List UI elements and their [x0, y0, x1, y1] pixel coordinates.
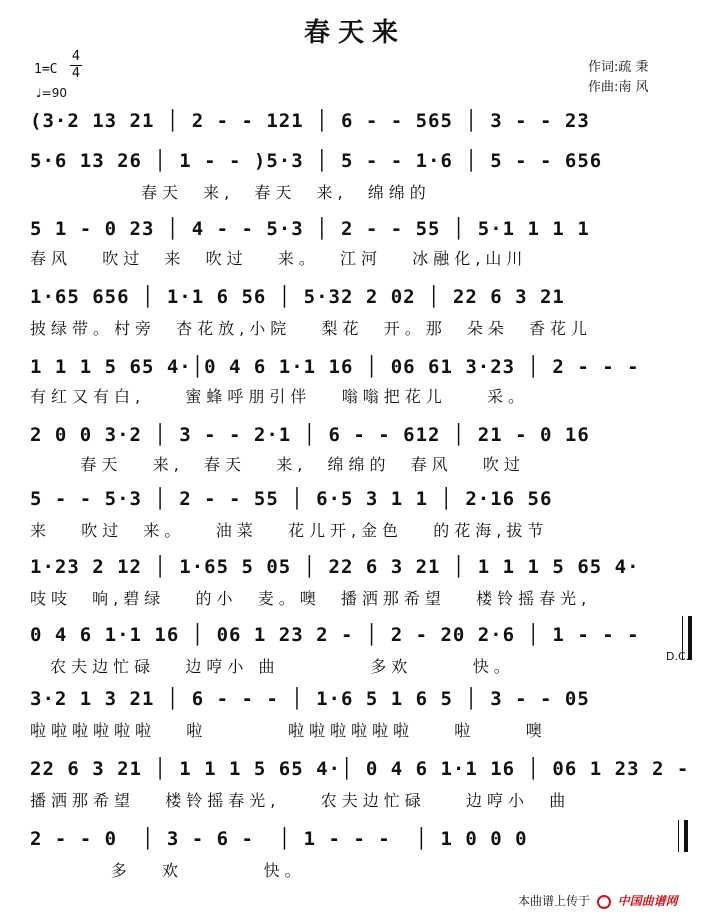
notation-line-7: 5 - - 5·3 │ 2 - - 55 │ 6·5 3 1 1 │ 2·16 56 — [30, 488, 553, 510]
notation-line-5: 1 1 1 5 65 4·│0 4 6 1·1 16 │ 06 61 3·23 │ 2 - - - — [30, 356, 640, 378]
lyrics-line-7: 来 吹过 来。 油菜 花儿开,金色 的花海,拔节 — [30, 521, 549, 540]
lyrics-line-10: 啦啦啦啦啦啦 啦 啦啦啦啦啦啦 啦 噢 — [30, 721, 547, 740]
composer-credit: 作曲:南 风 — [588, 80, 649, 95]
notation-line-2: 5·6 13 26 │ 1 - - )5·3 │ 5 - - 1·6 │ 5 - - 656 — [30, 150, 603, 172]
lyrics-line-11: 播洒那希望 楼铃摇春光, 农夫边忙碌 边哼小 曲 — [30, 791, 571, 810]
lyricist-credit: 作词:疏 秉 — [588, 60, 649, 75]
key-signature: 1=C — [34, 62, 58, 77]
lyrics-line-8: 吱吱 响,碧绿 的小 麦。噢 播洒那希望 楼铃摇春光, — [30, 589, 592, 608]
notation-line-9: 0 4 6 1·1 16 │ 06 1 23 2 - │ 2 - 20 2·6 │ 1 - - - — [30, 624, 640, 646]
time-signature-bottom: 4 — [71, 66, 81, 81]
notation-line-10: 3·2 1 3 21 │ 6 - - - │ 1·6 5 1 6 5 │ 3 - - 05 — [30, 688, 590, 710]
lyrics-line-5: 有红又有白, 蜜蜂呼朋引伴 嗡嗡把花儿 采。 — [30, 387, 530, 406]
lyrics-line-12: 多 欢 快。 — [30, 861, 306, 880]
da-capo-mark: D.C. — [666, 650, 690, 663]
site-logo-icon — [597, 895, 611, 909]
notation-line-11: 22 6 3 21 │ 1 1 1 5 65 4·│ 0 4 6 1·1 16 │ 06 1 23 2 - — [30, 758, 690, 780]
lyrics-line-3: 春风 吹过 来 吹过 来。 江河 冰融化,山川 — [30, 249, 528, 268]
final-barline — [684, 820, 688, 852]
lyrics-line-4: 披绿带。村旁 杏花放,小院 梨花 开。那 朵朵 香花儿 — [30, 319, 593, 338]
page-title: 春天来 — [303, 18, 406, 48]
lyrics-line-2: 春天 来, 春天 来, 绵绵的 — [30, 183, 431, 202]
final-thin-barline — [678, 820, 679, 852]
tempo-marking: ♩=90 — [36, 86, 67, 100]
lyrics-line-6: 春天 来, 春天 来, 绵绵的 春风 吹过 — [30, 455, 525, 474]
notation-line-4: 1·65 656 │ 1·1 6 56 │ 5·32 2 02 │ 22 6 3 21 — [30, 286, 565, 308]
notation-line-6: 2 0 0 3·2 │ 3 - - 2·1 │ 6 - - 612 │ 21 - 0 16 — [30, 424, 590, 446]
site-brand[interactable]: 中国曲谱网 — [617, 894, 678, 908]
notation-line-1: (3·2 13 21 │ 2 - - 121 │ 6 - - 565 │ 3 - - 23 — [30, 110, 590, 132]
notation-line-12: 2 - - 0 │ 3 - 6 - │ 1 - - - │ 1 0 0 0 — [30, 828, 528, 850]
lyrics-line-9: 农夫边忙碌 边哼小 曲 多欢 快。 — [30, 657, 515, 676]
footer-attribution — [518, 892, 678, 909]
notation-line-3: 5 1 - 0 23 │ 4 - - 5·3 │ 2 - - 55 │ 5·1 1 1 1 — [30, 218, 590, 240]
footer-text: 本曲谱上传于 — [518, 894, 591, 908]
notation-line-8: 1·23 2 12 │ 1·65 5 05 │ 22 6 3 21 │ 1 1 1 5 65 4· — [30, 556, 640, 578]
time-signature-top: 4 — [71, 49, 81, 64]
time-signature — [70, 50, 82, 81]
